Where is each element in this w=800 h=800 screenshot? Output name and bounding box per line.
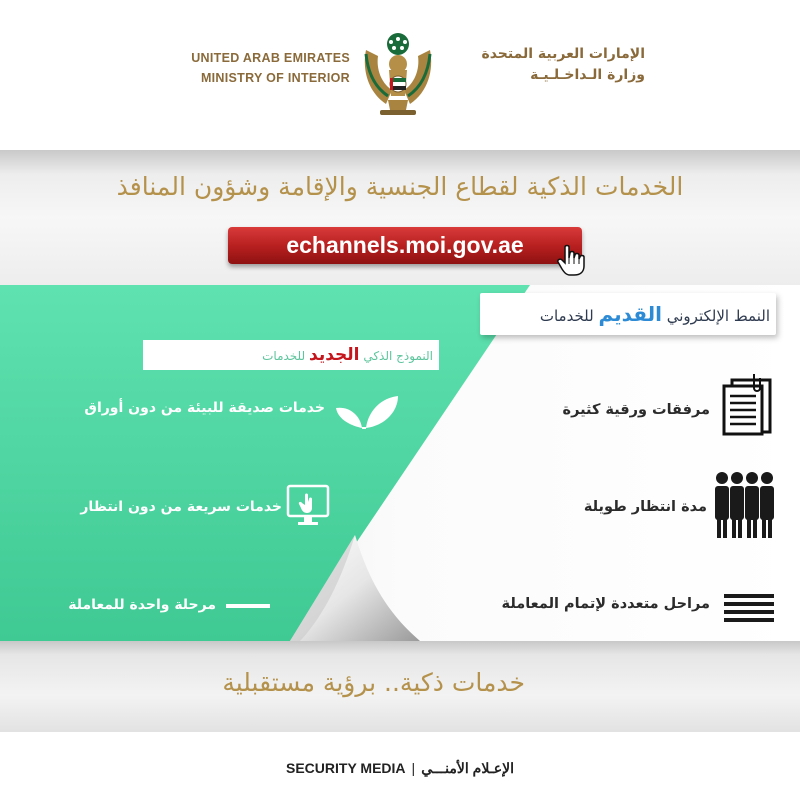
menu-lines-icon bbox=[724, 594, 774, 622]
footer-arabic: الإعـلام الأمنـــي bbox=[421, 760, 514, 776]
ministry-name-ar: وزارة الـداخـلـيـة bbox=[530, 67, 645, 83]
green-new-model-panel bbox=[0, 285, 800, 641]
ministry-name-en: MINISTRY OF INTERIOR bbox=[200, 71, 350, 85]
footer bbox=[0, 752, 800, 784]
comparison-section bbox=[0, 285, 800, 641]
old-item-paper: مرفقات ورقية كثيرة bbox=[562, 402, 710, 418]
new-item-eco: خدمات صديقة للبيئة من دون أوراق bbox=[84, 400, 325, 416]
country-name-ar: الإمارات العربية المتحدة bbox=[481, 46, 645, 62]
website-url-button[interactable]: echannels.moi.gov.ae bbox=[228, 227, 582, 264]
hand-cursor-icon bbox=[556, 244, 586, 276]
uae-eagle-emblem-icon bbox=[358, 30, 438, 120]
ministry-name-english bbox=[150, 48, 350, 88]
new-label-highlight: الجديد bbox=[309, 345, 360, 365]
new-model-label bbox=[143, 340, 433, 371]
old-item-waiting: مدة انتظار طويلة bbox=[583, 499, 707, 515]
tagline: خدمات ذكية.. برؤية مستقبلية bbox=[222, 668, 525, 697]
old-model-label bbox=[480, 300, 770, 330]
new-item-fast: خدمات سريعة من دون انتظار bbox=[80, 499, 282, 515]
monitor-touch-icon bbox=[286, 484, 330, 530]
old-item-steps: مراحل متعددة لإتمام المعاملة bbox=[501, 596, 710, 612]
new-label-suffix: للخدمات bbox=[262, 349, 306, 363]
old-label-prefix: النمط الإلكتروني bbox=[666, 307, 770, 325]
ministry-name-arabic bbox=[445, 44, 645, 86]
footer-english: SECURITY MEDIA bbox=[286, 760, 406, 776]
old-label-suffix: للخدمات bbox=[539, 307, 594, 325]
queue-people-icon bbox=[712, 470, 782, 540]
new-item-single-step: مرحلة واحدة للمعاملة bbox=[68, 597, 216, 613]
leaves-icon bbox=[332, 392, 400, 432]
old-label-highlight: القديم bbox=[598, 302, 662, 326]
documents-icon bbox=[718, 372, 774, 438]
country-name-en: UNITED ARAB EMIRATES bbox=[191, 51, 350, 65]
top-banner bbox=[0, 150, 800, 285]
new-label-prefix: النموذج الذكي bbox=[363, 349, 433, 363]
line-icon bbox=[226, 602, 270, 610]
headline: الخدمات الذكية لقطاع الجنسية والإقامة وشؤون المنافذ bbox=[116, 172, 684, 201]
footer-separator: | bbox=[411, 760, 416, 776]
